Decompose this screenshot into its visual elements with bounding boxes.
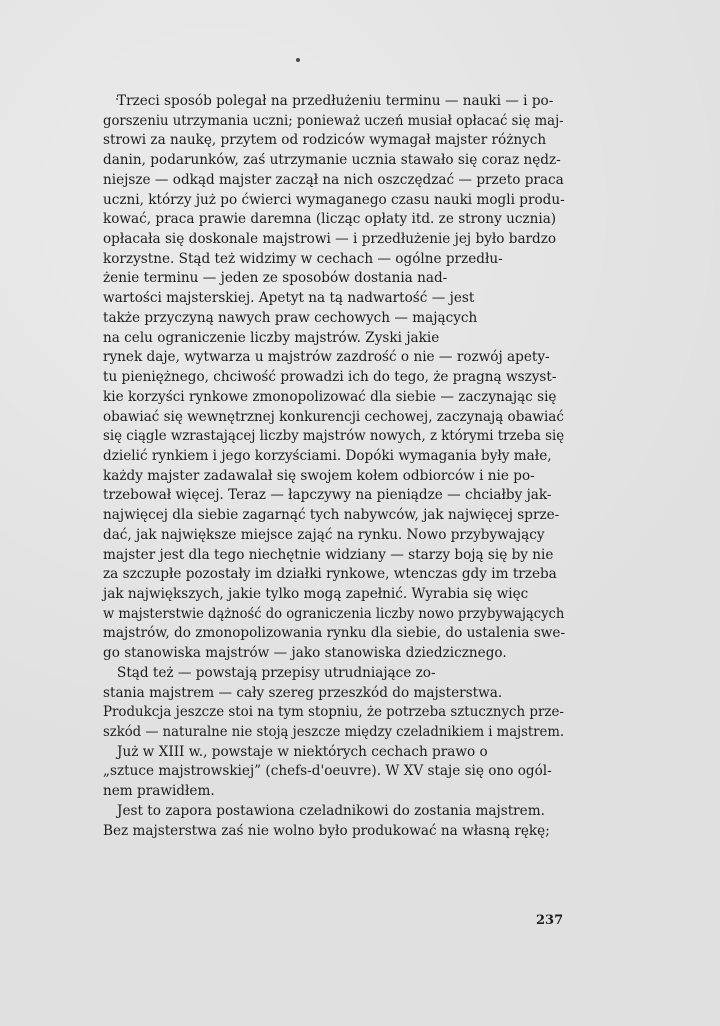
- text-line: nem prawidłem.: [103, 783, 215, 800]
- text-line: się ciągle wzrastającej liczby majstrów nowych, z którymi trzeba się: [103, 428, 565, 445]
- page-number: 237: [536, 913, 564, 928]
- text-line: jak największych, jakie tylko mogą zapełnić. Wyrabia się więc: [103, 585, 529, 602]
- body-text: [103, 92, 565, 841]
- text-line: stania majstrem — cały szereg przeszkód do majsterstwa.: [103, 684, 503, 701]
- text-line: Stąd też — powstają przepisy utrudniające zo-: [117, 664, 436, 681]
- text-line: opłacała się doskonale majstrowi — i przedłużenie jej było bardzo: [103, 231, 557, 248]
- text-line: Bez majsterstwa zaś nie wolno było produkować na własną rękę;: [103, 822, 550, 839]
- text-line: majstrów, do zmonopolizowania rynku dla siebie, do ustalenia swe-: [103, 625, 566, 642]
- text-line: Produkcja jeszcze stoi na tym stopniu, że potrzeba sztucznych prze-: [103, 704, 564, 721]
- text-line: kować, praca prawie daremna (licząc opłaty itd. ze strony ucznia): [103, 211, 557, 228]
- text-line: Jest to zapora postawiona czeladnikowi do zostania majstrem.: [117, 802, 545, 819]
- text-line: go stanowiska majstrów — jako stanowiska dziedzicznego.: [103, 645, 507, 662]
- text-line: majster jest dla tego niechętnie widziany — starzy boją się by nie: [103, 546, 554, 563]
- text-line: danin, podarunków, zaś utrzymanie ucznia stawało się coraz nędz-: [103, 152, 561, 169]
- text-line: strowi za naukę, przytem od rodziców wymagał majster różnych: [103, 132, 547, 149]
- text-line: kie korzyści rynkowe zmonopolizować dla siebie — zaczynając się: [103, 388, 557, 405]
- text-line: szkód — naturalne nie stoją jeszcze między czeladnikiem i majstrem.: [103, 724, 565, 740]
- text-line: na celu ograniczenie liczby majstrów. Zyski jakie: [103, 329, 440, 346]
- text-line: uczni, którzy już po ćwierci wymaganego czasu nauki mogli produ-: [103, 191, 565, 208]
- text-line: obawiać się wewnętrznej konkurencji cechowej, zaczynają obawiać: [103, 408, 564, 425]
- text-line: tu pieniężnego, chciwość prowadzi ich do tego, że pragną wszyst-: [103, 369, 557, 386]
- text-line: rynek daje, wytwarza u majstrów zazdrość o nie — rozwój apety-: [103, 349, 550, 366]
- text-line: Już w XIII w., powstaje w niektórych cechach prawo o: [117, 743, 488, 760]
- text-line: „sztuce majstrowskiej” (chefs-d'oeuvre). W XV staje się ono ogól-: [103, 763, 552, 780]
- text-line: w majsterstwie dążność do ograniczenia liczby nowo przybywających: [103, 605, 565, 622]
- text-line: korzystne. Stąd też widzimy w cechach — ogólne przedłu-: [103, 250, 503, 267]
- text-line: niejsze — odkąd majster zaczął na nich oszczędzać — przeto praca: [103, 171, 564, 188]
- text-line: także przyczyną nawych praw cechowych — mających: [103, 309, 478, 326]
- text-line: najwięcej dla siebie zagarnąć tych nabywców, jak najwięcej sprze-: [103, 507, 560, 524]
- text-line: wartości majsterskiej. Apetyt na tą nadwartość — jest: [103, 290, 475, 307]
- text-line: Trzeci sposób polegał na przedłużeniu terminu — nauki — i po-: [117, 93, 554, 109]
- text-line: każdy majster zadawalał się swojem kołem odbiorców i nie po-: [103, 467, 535, 484]
- text-line: za szczupłe pozostały im działki rynkowe, wtenczas gdy im trzeba: [103, 566, 557, 583]
- ink-speck: [296, 58, 300, 62]
- text-line: trzebował więcej. Teraz — łapczywy na pieniądze — chciałby jak-: [103, 487, 552, 504]
- text-line: gorszeniu utrzymania uczni; ponieważ uczeń musiał opłacać się maj-: [103, 112, 564, 129]
- text-line: dzielić rynkiem i jego korzyściami. Dopóki wymagania były małe,: [103, 447, 552, 464]
- text-line: dać, jak największe miejsce zająć na rynku. Nowo przybywający: [103, 526, 545, 543]
- text-line: żenie terminu — jeden ze sposobów dostania nad-: [103, 270, 448, 287]
